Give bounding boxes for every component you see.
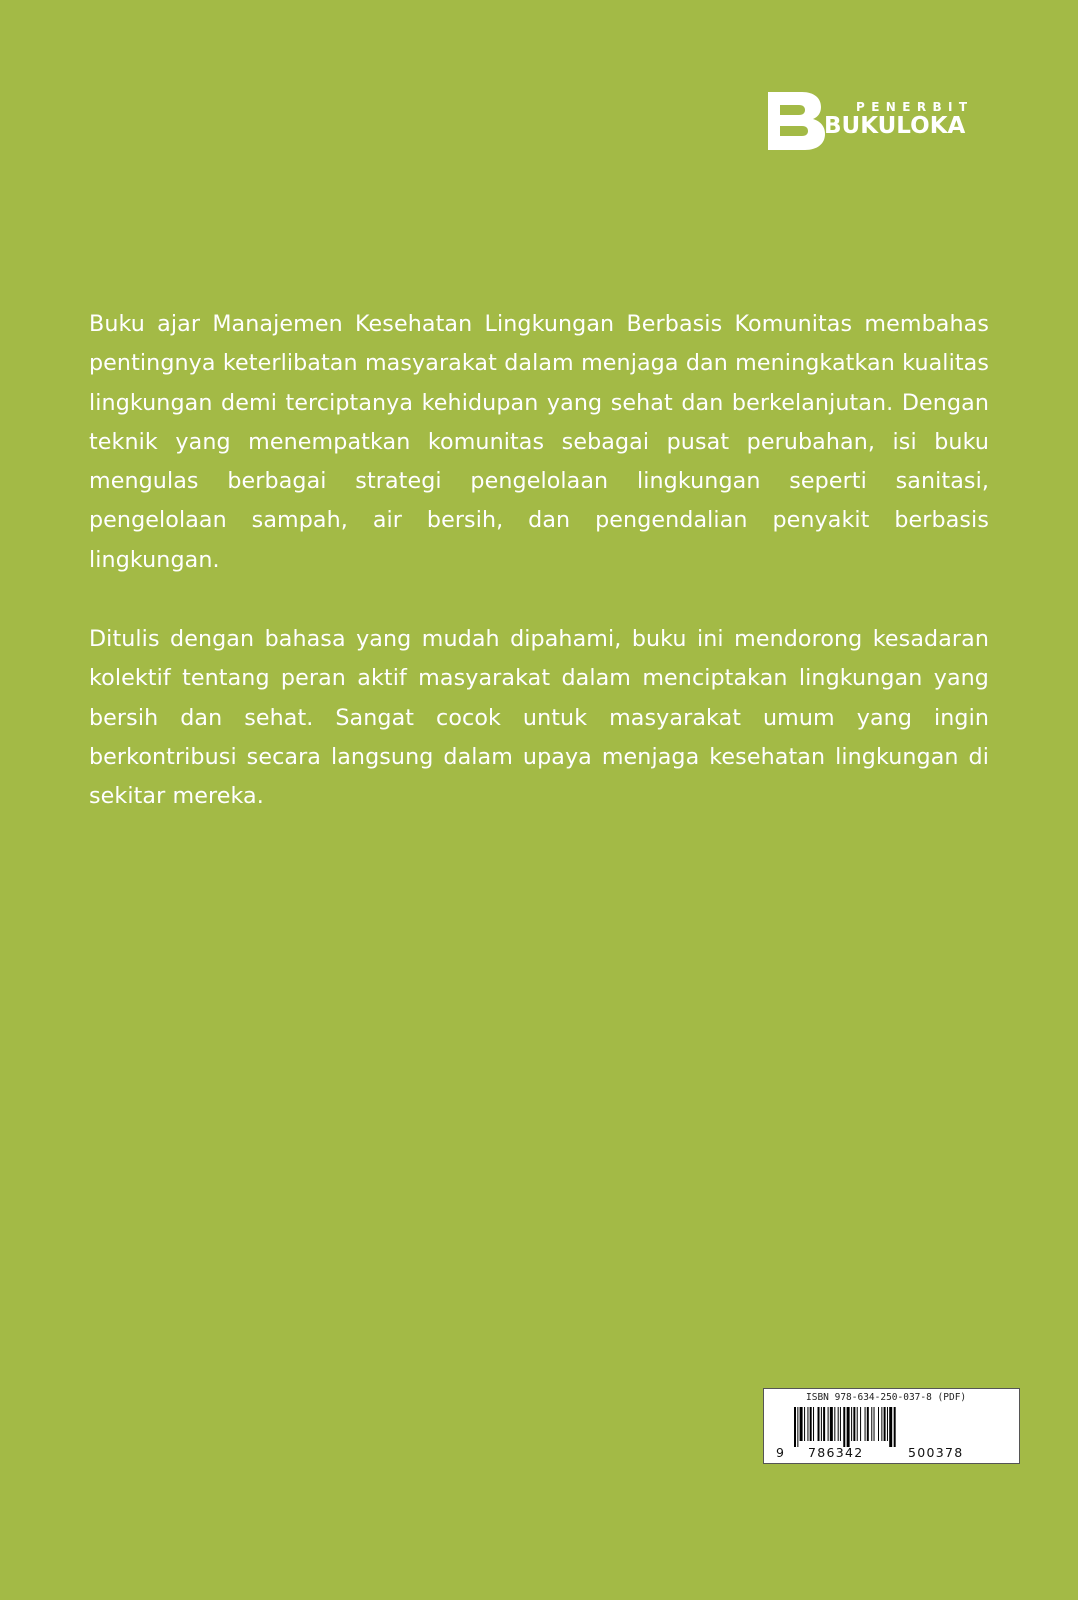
barcode-bar bbox=[843, 1407, 845, 1447]
isbn-barcode bbox=[763, 1388, 1020, 1464]
barcode-bar bbox=[823, 1407, 825, 1441]
book-blurb bbox=[89, 305, 989, 857]
barcode-bar bbox=[851, 1407, 852, 1441]
barcode-bar bbox=[821, 1407, 822, 1441]
barcode-bar bbox=[797, 1407, 798, 1447]
isbn-label: ISBN 978-634-250-037-8 (PDF) bbox=[806, 1392, 967, 1403]
barcode-bar bbox=[794, 1407, 796, 1447]
barcode-bar bbox=[828, 1407, 829, 1441]
barcode-bar bbox=[847, 1407, 850, 1447]
blurb-paragraph-1: Buku ajar Manajemen Kesehatan Lingkungan Berbasis Komunitas membahas pentingnya keterlibatan masyarakat dalam menjaga dan meningkatkan kualitas lingkungan demi terciptanya kehidupan yang sehat dan berkelanjutan. Dengan teknik yang menempatkan komunitas sebagai pusat perubahan, isi buku mengulas berbagai strategi pengelolaan lingkungan seperti sanitasi, pengelolaan sampah, air bersih, dan pengendalian penyakit berbasis lingkungan. bbox=[89, 311, 989, 573]
barcode-bar bbox=[810, 1407, 812, 1441]
barcode-bar bbox=[838, 1407, 839, 1441]
barcode-bar bbox=[860, 1407, 861, 1441]
barcode-lead-digit: 9 bbox=[776, 1445, 784, 1460]
barcode-digit-group-2: 500378 bbox=[908, 1445, 964, 1460]
blurb-paragraph-2: Ditulis dengan bahasa yang mudah dipahami, buku ini mendorong kesadaran kolektif tentang peran aktif masyarakat dalam menciptakan lingkungan yang bersih dan sehat. Sangat cocok untuk masyarakat umum yang ingin berkontribusi secara langsung dalam upaya menjaga kesehatan lingkungan di sekitar mereka. bbox=[89, 626, 989, 810]
barcode-bar bbox=[804, 1407, 805, 1441]
barcode-bar bbox=[871, 1407, 872, 1441]
barcode-bar bbox=[830, 1407, 833, 1441]
barcode-bar bbox=[889, 1407, 892, 1447]
barcode-bar bbox=[800, 1407, 803, 1441]
publisher-small-label: PENERBIT bbox=[856, 100, 974, 114]
barcode-digit-group-1: 786342 bbox=[808, 1445, 864, 1460]
barcode-bar bbox=[813, 1407, 814, 1441]
publisher-b-logo-icon bbox=[768, 92, 830, 150]
barcode-bar bbox=[884, 1407, 886, 1441]
barcode-bar bbox=[857, 1407, 858, 1441]
barcode-bar bbox=[881, 1407, 882, 1441]
barcode-bar bbox=[887, 1407, 888, 1441]
barcode-bar bbox=[878, 1407, 879, 1441]
barcode-bar bbox=[894, 1407, 896, 1447]
publisher-name: BUKULOKA bbox=[824, 113, 966, 139]
barcode-bar bbox=[818, 1407, 820, 1441]
barcode-bar bbox=[834, 1407, 835, 1441]
barcode-bar bbox=[853, 1407, 855, 1441]
barcode-bar bbox=[865, 1407, 866, 1441]
publisher-logo bbox=[768, 90, 1000, 152]
barcode-bars bbox=[794, 1407, 994, 1447]
barcode-bar bbox=[840, 1407, 841, 1441]
barcode-bar bbox=[874, 1407, 875, 1441]
barcode-bar bbox=[807, 1407, 808, 1441]
barcode-bar bbox=[867, 1407, 869, 1441]
